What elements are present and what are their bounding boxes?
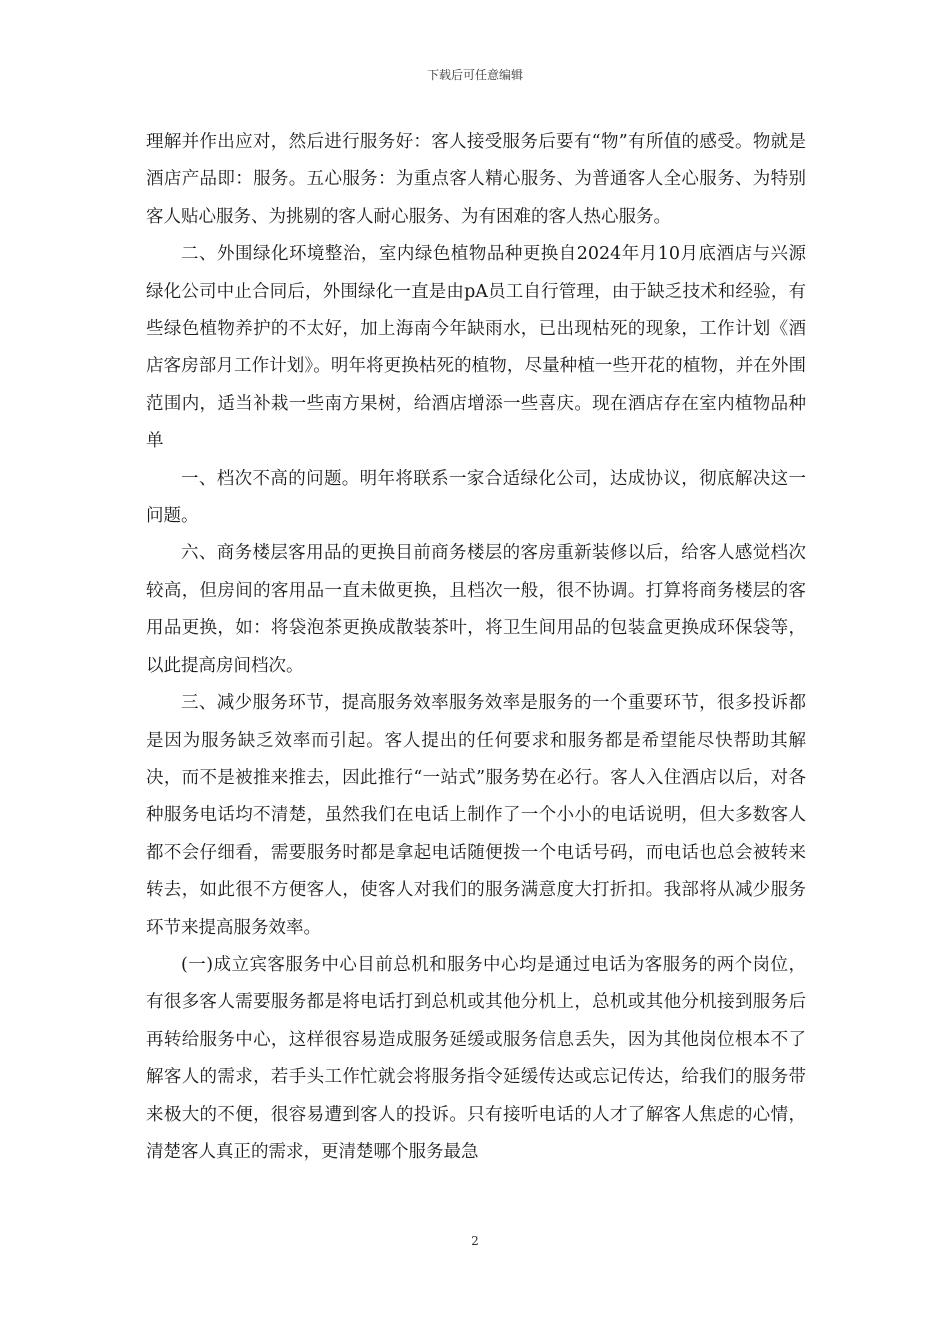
paragraph-guest-service-center: (一)成立宾客服务中心目前总机和服务中心均是通过电话为客服务的两个岗位，有很多客人需要服务都是将电话打到总机或其他分机上，总机或其他分机接到服务后再转给服务中心，这样很容易造成服务延缓或服务信息丢失，因为其他岗位根本不了解客人的需求，若手头工作忙就会将服务指令延缓传达或忘记传达，给我们的服务带来极大的不便，很容易遭到客人的投诉。只有接听电话的人才了解客人焦虑的心情，清楚客人真正的需求，更清楚哪个服务最急	[146, 954, 806, 1162]
paragraph-service-efficiency: 三、减少服务环节，提高服务效率服务效率是服务的一个重要环节，很多投诉都是因为服务缺乏效率而引起。客人提出的任何要求和服务都是希望能尽快帮助其解决，而不是被推来推去，因此推行“一站式”服务势在必行。客人入住酒店以后，对各种服务电话均不清楚，虽然我们在电话上制作了一个小小的电话说明，但大多数客人都不会仔细看，需要服务时都是拿起电话随便拨一个电话号码，而电话也总会被转来转去，如此很不方便客人，使客人对我们的服务满意度大打折扣。我部将从减少服务环节来提高服务效率。	[146, 693, 806, 938]
page-header-note: 下载后可任意编辑	[426, 68, 523, 82]
paragraph-greening: 二、外围绿化环境整治，室内绿色植物品种更换自2024年月10月底酒店与兴源绿化公司中止合同后，外围绿化一直是由pA员工自行管理，由于缺乏技术和经验，有些绿色植物养护的不太好，加上海南今年缺雨水，已出现枯死的现象，工作计划《酒店客房部月工作计划》。明年将更换枯死的植物，尽量种植一些开花的植物，并在外围范围内，适当补栽一些南方果树，给酒店增添一些喜庆。现在酒店存在室内植物品种单	[146, 244, 806, 452]
paragraph-grade-issue: 一、档次不高的问题。明年将联系一家合适绿化公司，达成协议，彻底解决这一问题。	[146, 468, 806, 527]
paragraph-continuation: 理解并作出应对，然后进行服务好：客人接受服务后要有“物”有所值的感受。物就是酒店产品即：服务。五心服务：为重点客人精心服务、为普通客人全心服务、为特别客人贴心服务、为挑剔的客人耐心服务、为有困难的客人热心服务。	[146, 132, 806, 227]
document-body	[146, 124, 806, 1171]
paragraph-business-floor: 六、商务楼层客用品的更换目前商务楼层的客房重新装修以后，给客人感觉档次较高，但房间的客用品一直未做更换，且档次一般，很不协调。打算将商务楼层的客用品更换，如：将袋泡茶更换成散装茶叶，将卫生间用品的包装盒更换成环保袋等，以此提高房间档次。	[146, 543, 806, 676]
page-number: 2	[471, 1234, 479, 1248]
